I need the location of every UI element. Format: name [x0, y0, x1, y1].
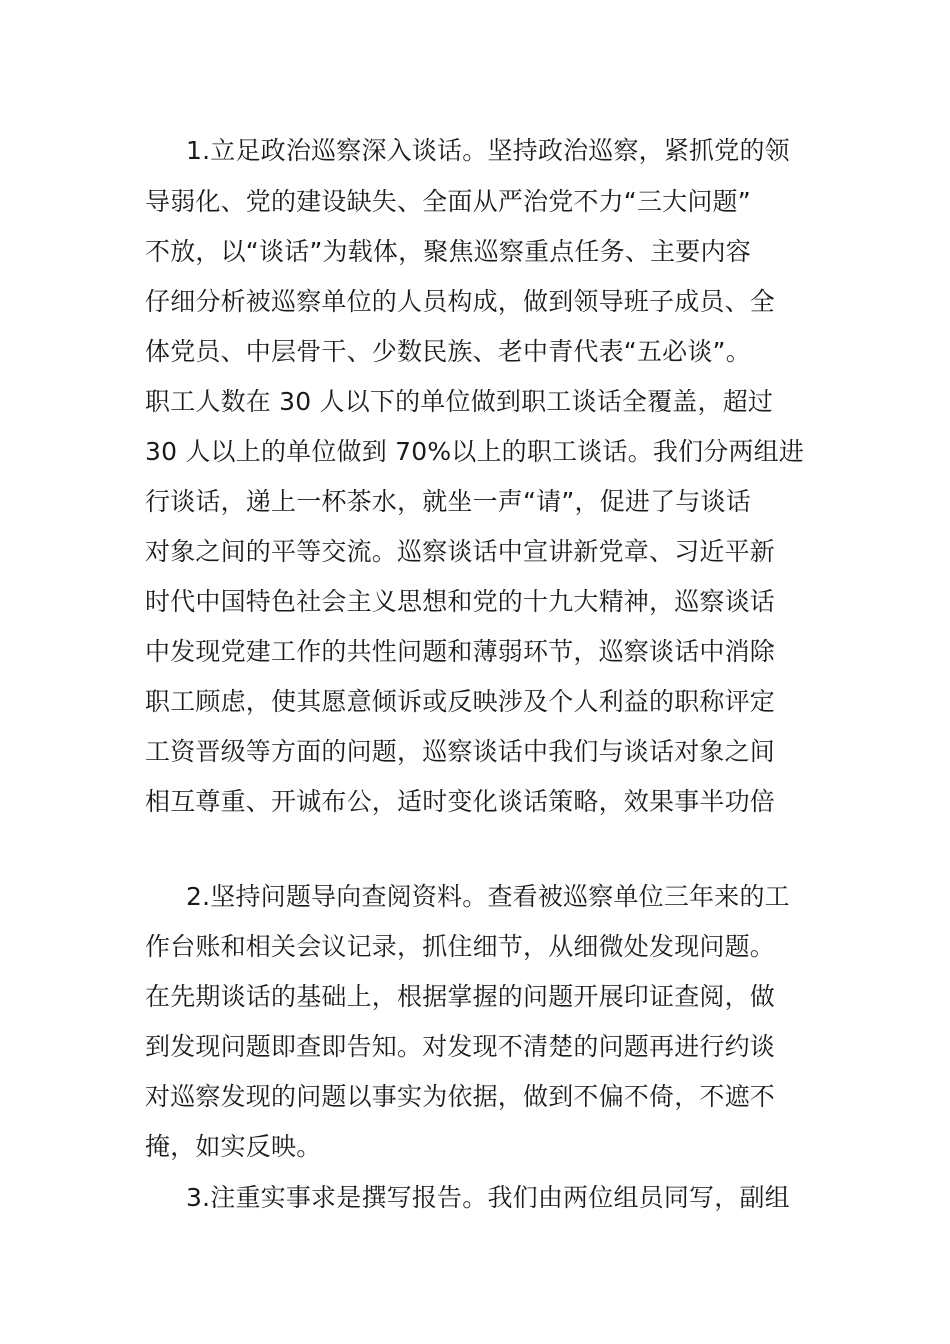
paragraph-1-line: 职工顾虑，使其愿意倾诉或反映涉及个人利益的职称评定 — [145, 687, 776, 716]
paragraph-1-line: 体党员、中层骨干、少数民族、老中青代表“五必谈”。 — [145, 337, 751, 366]
paragraph-1-line: 时代中国特色社会主义思想和党的十九大精神，巡察谈话 — [145, 587, 776, 616]
paragraph-3-line: 3.注重实事求是撰写报告。我们由两位组员同写，副组 — [186, 1183, 790, 1212]
paragraph-2-line: 掩，如实反映。 — [145, 1132, 322, 1161]
paragraph-2-line: 到发现问题即查即告知。对发现不清楚的问题再进行约谈 — [145, 1032, 776, 1061]
paragraph-2-line: 在先期谈话的基础上，根据掌握的问题开展印证查阅，做 — [145, 982, 776, 1011]
paragraph-1-line: 职工人数在 30 人以下的单位做到职工谈话全覆盖，超过 — [145, 387, 774, 416]
paragraph-2-line: 对巡察发现的问题以事实为依据，做到不偏不倚，不遮不 — [145, 1082, 776, 1111]
paragraph-2-line: 2.坚持问题导向查阅资料。查看被巡察单位三年来的工 — [186, 882, 790, 911]
paragraph-1-line: 不放，以“谈话”为载体，聚焦巡察重点任务、主要内容 — [145, 237, 751, 266]
paragraph-1-line: 30 人以上的单位做到 70%以上的职工谈话。我们分两组进 — [145, 437, 805, 466]
paragraph-1-line: 1.立足政治巡察深入谈话。坚持政治巡察，紧抓党的领 — [186, 136, 790, 165]
paragraph-2-line: 作台账和相关会议记录，抓住细节，从细微处发现问题。 — [145, 932, 776, 961]
paragraph-1-line: 行谈话，递上一杯茶水，就坐一声“请”，促进了与谈话 — [145, 487, 751, 516]
paragraph-1-line: 相互尊重、开诚布公，适时变化谈话策略，效果事半功倍 — [145, 787, 776, 816]
paragraph-1-line: 对象之间的平等交流。巡察谈话中宣讲新党章、习近平新 — [145, 537, 776, 566]
paragraph-1-line: 导弱化、党的建设缺失、全面从严治党不力“三大问题” — [145, 187, 751, 216]
paragraph-1-line: 中发现党建工作的共性问题和薄弱环节，巡察谈话中消除 — [145, 637, 776, 666]
paragraph-1-line: 工资晋级等方面的问题，巡察谈话中我们与谈话对象之间 — [145, 737, 776, 766]
paragraph-1-line: 仔细分析被巡察单位的人员构成，做到领导班子成员、全 — [145, 287, 776, 316]
